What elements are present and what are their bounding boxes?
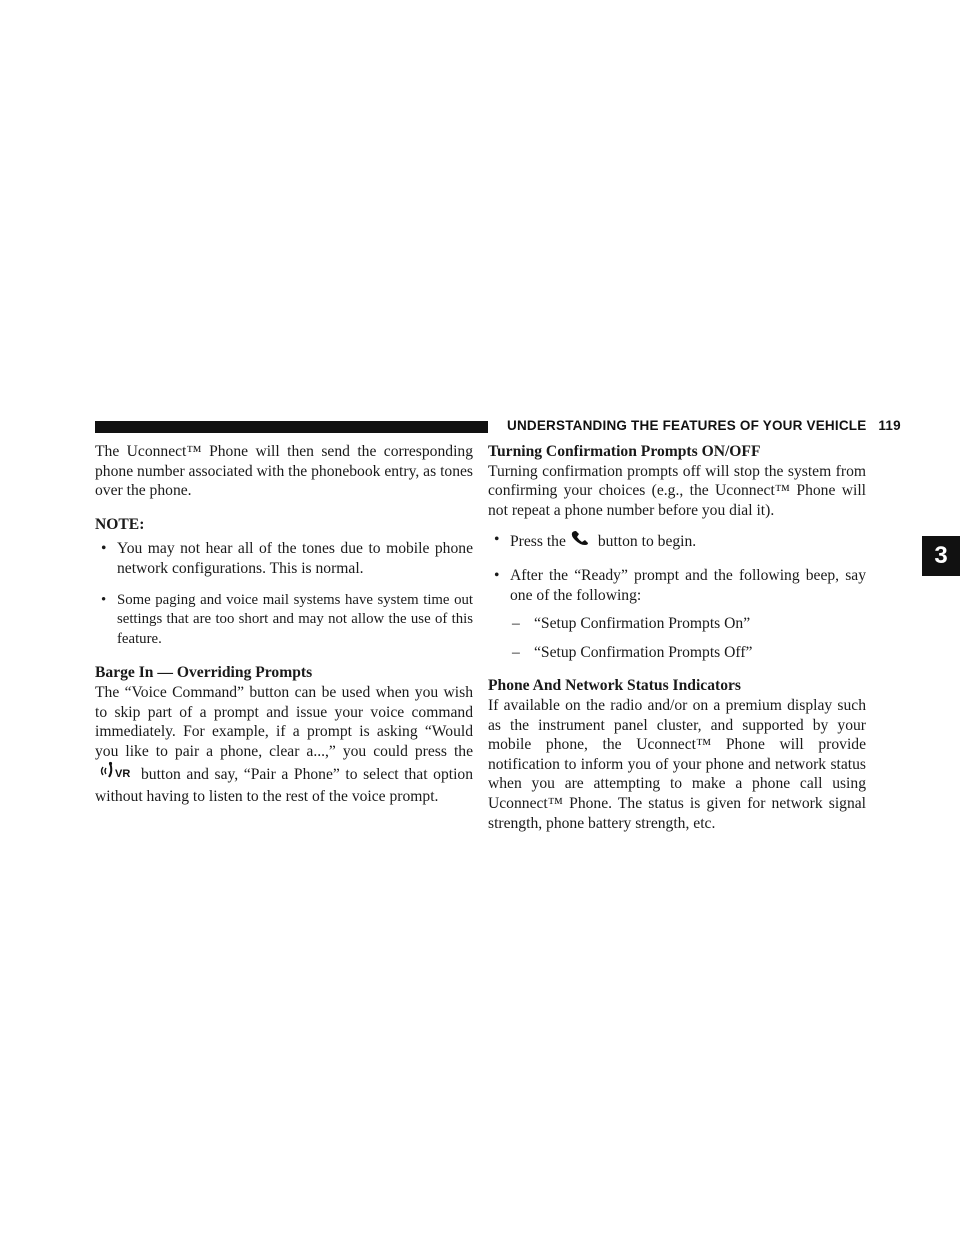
command-item: – “Setup Confirmation Prompts Off” xyxy=(488,643,866,663)
command-item: – “Setup Confirmation Prompts On” xyxy=(488,614,866,634)
right-column xyxy=(488,442,866,833)
confirmation-heading: Turning Confirmation Prompts ON/OFF xyxy=(488,443,761,460)
begin-text: button to begin. xyxy=(597,533,697,551)
barge-in-text-end: button and say, “Pair a Phone” to select that option without having to listen to the rest of the voice prompt. xyxy=(95,766,473,805)
note-bullet: • Some paging and voice mail systems have system time out settings that are too short and may not allow the use of this feature. xyxy=(95,591,473,650)
left-column xyxy=(95,442,473,807)
note-label: NOTE: xyxy=(95,515,145,533)
phone-handset-icon xyxy=(569,530,595,554)
barge-in-paragraph xyxy=(95,683,473,807)
instruction-bullet xyxy=(488,530,866,554)
header-rule xyxy=(95,421,488,433)
chapter-tab: 3 xyxy=(922,536,960,576)
page-number: 119 xyxy=(878,418,901,433)
intro-paragraph: The Uconnect™ Phone will then send the corresponding phone number associated with the phonebook entry, as tones over the phone. xyxy=(95,443,473,500)
press-text: Press the xyxy=(510,533,566,551)
note-bullet: • You may not hear all of the tones due to mobile phone network configurations. This is normal. xyxy=(95,539,473,578)
instruction-bullet: • After the “Ready” prompt and the following beep, say one of the following: xyxy=(488,566,866,605)
status-heading: Phone And Network Status Indicators xyxy=(488,677,741,695)
status-paragraph: If available on the radio and/or on a premium display such as the instrument panel cluster, and supported by your mobile phone, the Uconnect™ Phone will provide notification to inform you of your phone and network status when you are attempting to make a phone call using Uconnect™ Phone. The status is given for network signal strength, phone battery strength, etc. xyxy=(488,696,866,832)
confirmation-paragraph: Turning confirmation prompts off will stop the system from confirming your choices (e.g., the Uconnect™ Phone will not repeat a phone number before you dial it). xyxy=(488,462,866,519)
header-title: UNDERSTANDING THE FEATURES OF YOUR VEHICLE xyxy=(507,418,867,433)
voice-command-icon xyxy=(98,761,138,787)
barge-in-text-start: The “Voice Command” button can be used when you wish to skip part of a prompt and issue your voice command immediately. For example, if a prompt is asking “Would you like to pair a phone, clear a...,” you could press the xyxy=(95,683,473,760)
svg-text:VR: VR xyxy=(115,768,131,781)
barge-in-heading: Barge In — Overriding Prompts xyxy=(95,664,313,682)
running-header xyxy=(507,418,901,433)
